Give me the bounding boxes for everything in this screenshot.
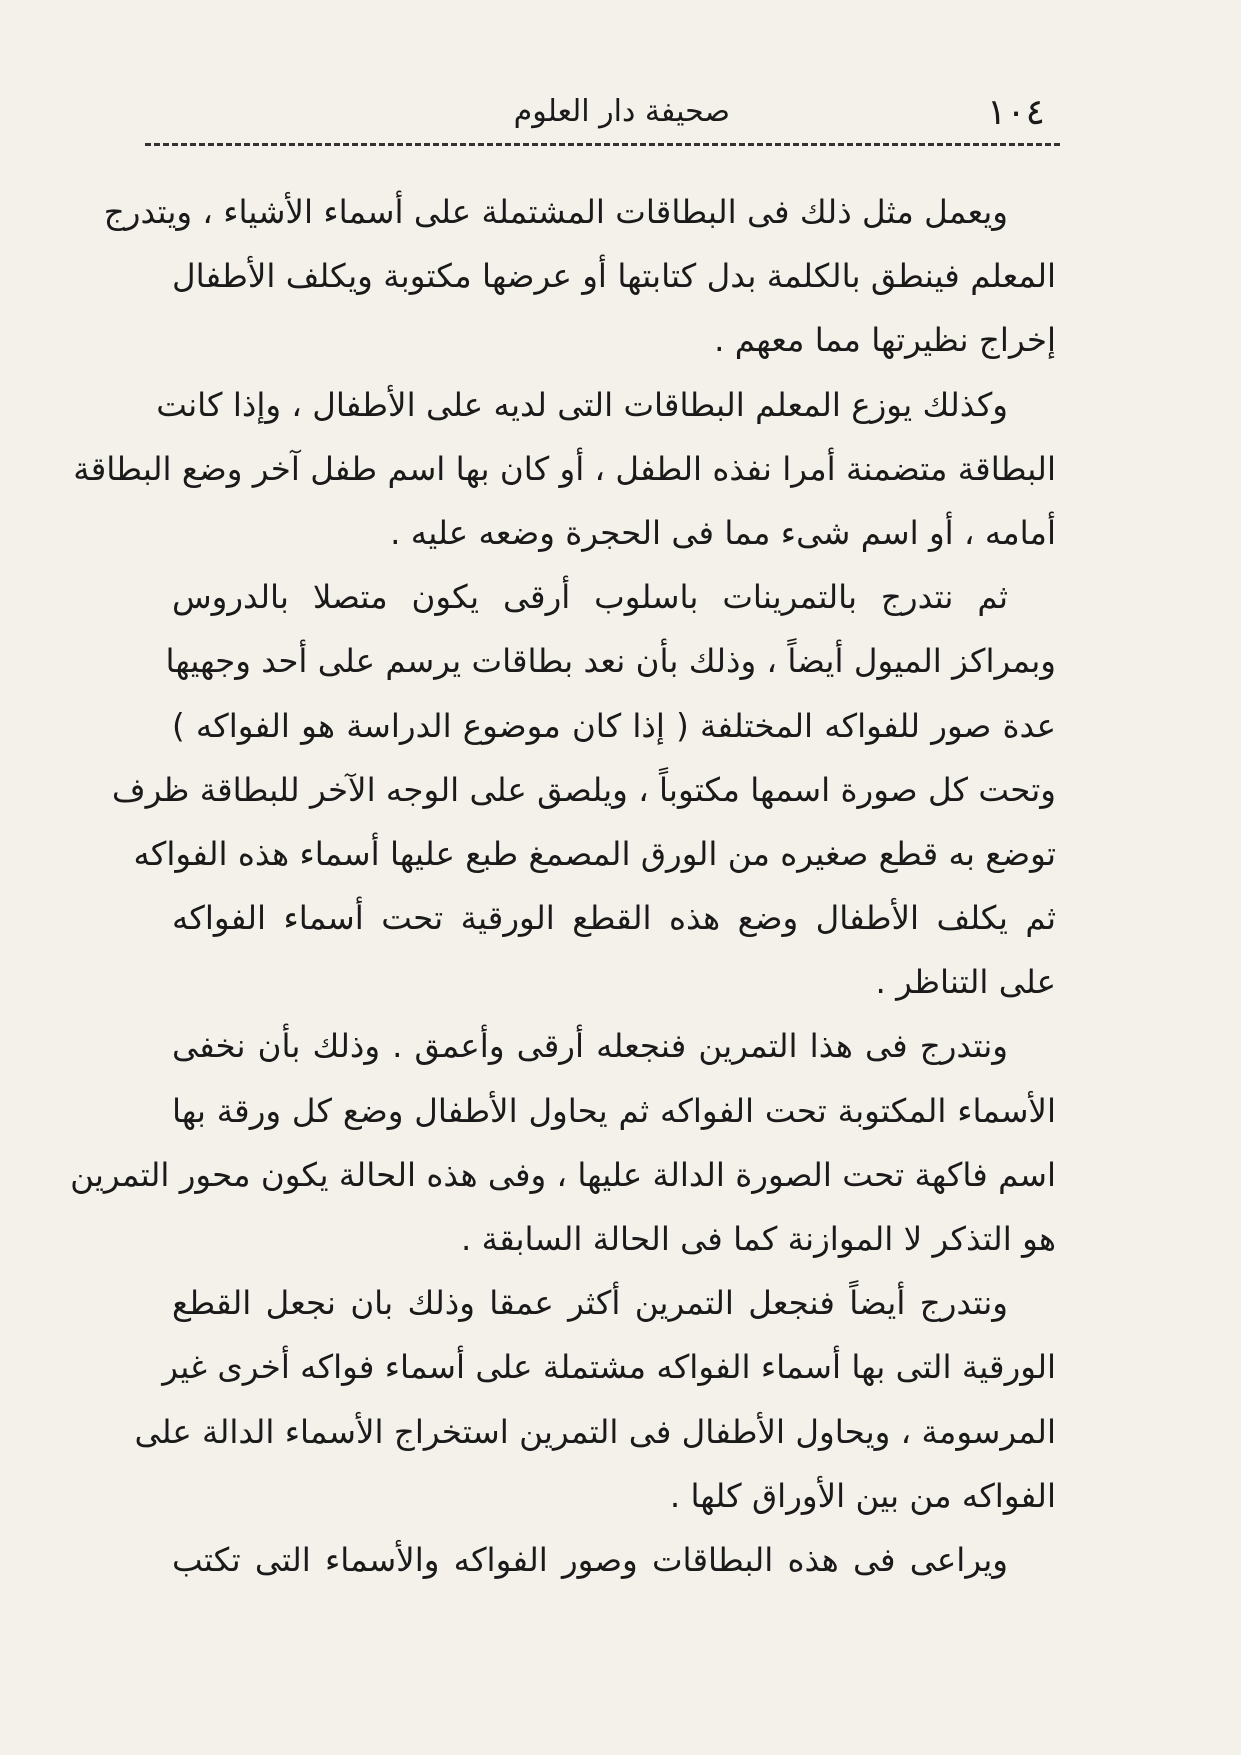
text-line: اسم فاكهة تحت الصورة الدالة عليها ، وفى هذه الحالة يكون محور التمرين	[70, 1155, 1056, 1194]
text-line: ثم نتدرج بالتمرينات باسلوب أرقى يكون متصلا بالدروس	[172, 578, 1008, 617]
text-line: ونتدرج فى هذا التمرين فنجعله أرقى وأعمق . وذلك بأن نخفى	[172, 1027, 1008, 1066]
text-line: ثم يكلف الأطفال وضع هذه القطع الورقية تحت أسماء الفواكه	[172, 899, 1056, 938]
text-line: عدة صور للفواكه المختلفة ( إذا كان موضوع الدراسة هو الفواكه )	[172, 706, 1056, 745]
text-line: ونتدرج أيضاً فنجعل التمرين أكثر عمقا وذلك بان نجعل القطع	[172, 1284, 1008, 1323]
page-number: ١٠٤	[986, 92, 1045, 133]
paragraph	[111, 565, 1056, 1014]
text-line: المعلم فينطق بالكلمة بدل كتابتها أو عرضها مكتوبة ويكلف الأطفال	[172, 257, 1056, 296]
header-divider	[145, 143, 1060, 146]
text-line: ويراعى فى هذه البطاقات وصور الفواكه والأسماء التى تكتب	[172, 1540, 1008, 1579]
page-header	[150, 82, 1070, 142]
text-line: وتحت كل صورة اسمها مكتوباً ، ويلصق على الوجه الآخر للبطاقة ظرف	[111, 770, 1056, 809]
paragraph	[172, 1528, 1056, 1592]
text-line: وبمراكز الميول أيضاً ، وذلك بأن نعد بطاقات يرسم على أحد وجهيها	[165, 642, 1056, 681]
text-line: الفواكه من بين الأوراق كلها .	[669, 1476, 1056, 1515]
paragraph	[70, 1014, 1056, 1271]
text-line: ويعمل مثل ذلك فى البطاقات المشتملة على أسماء الأشياء ، ويتدرج	[103, 193, 1008, 231]
text-line: هو التذكر لا الموازنة كما فى الحالة السابقة .	[460, 1220, 1056, 1258]
paragraph	[103, 180, 1056, 373]
running-title: صحيفة دار العلوم	[513, 94, 730, 129]
text-line: وكذلك يوزع المعلم البطاقات التى لديه على الأطفال ، وإذا كانت	[156, 385, 1008, 424]
text-line: البطاقة متضمنة أمرا نفذه الطفل ، أو كان بها اسم طفل آخر وضع البطاقة	[73, 449, 1056, 488]
text-line: توضع به قطع صغيره من الورق المصمغ طبع عليها أسماء هذه الفواكه	[133, 834, 1056, 873]
text-line: إخراج نظيرتها مما معهم .	[714, 321, 1056, 360]
paragraph	[134, 1271, 1056, 1528]
text-line: المرسومة ، ويحاول الأطفال فى التمرين استخراج الأسماء الدالة على	[134, 1412, 1056, 1451]
text-line: الورقية التى بها أسماء الفواكه مشتملة على أسماء فواكه أخرى غير	[162, 1348, 1056, 1387]
text-line: الأسماء المكتوبة تحت الفواكه ثم يحاول الأطفال وضع كل ورقة بها	[172, 1091, 1056, 1130]
body-text	[70, 180, 1056, 1592]
text-line: أمامه ، أو اسم شىء مما فى الحجرة وضعه عليه .	[390, 513, 1056, 552]
paragraph	[73, 373, 1056, 566]
text-line: على التناظر .	[875, 963, 1056, 1002]
